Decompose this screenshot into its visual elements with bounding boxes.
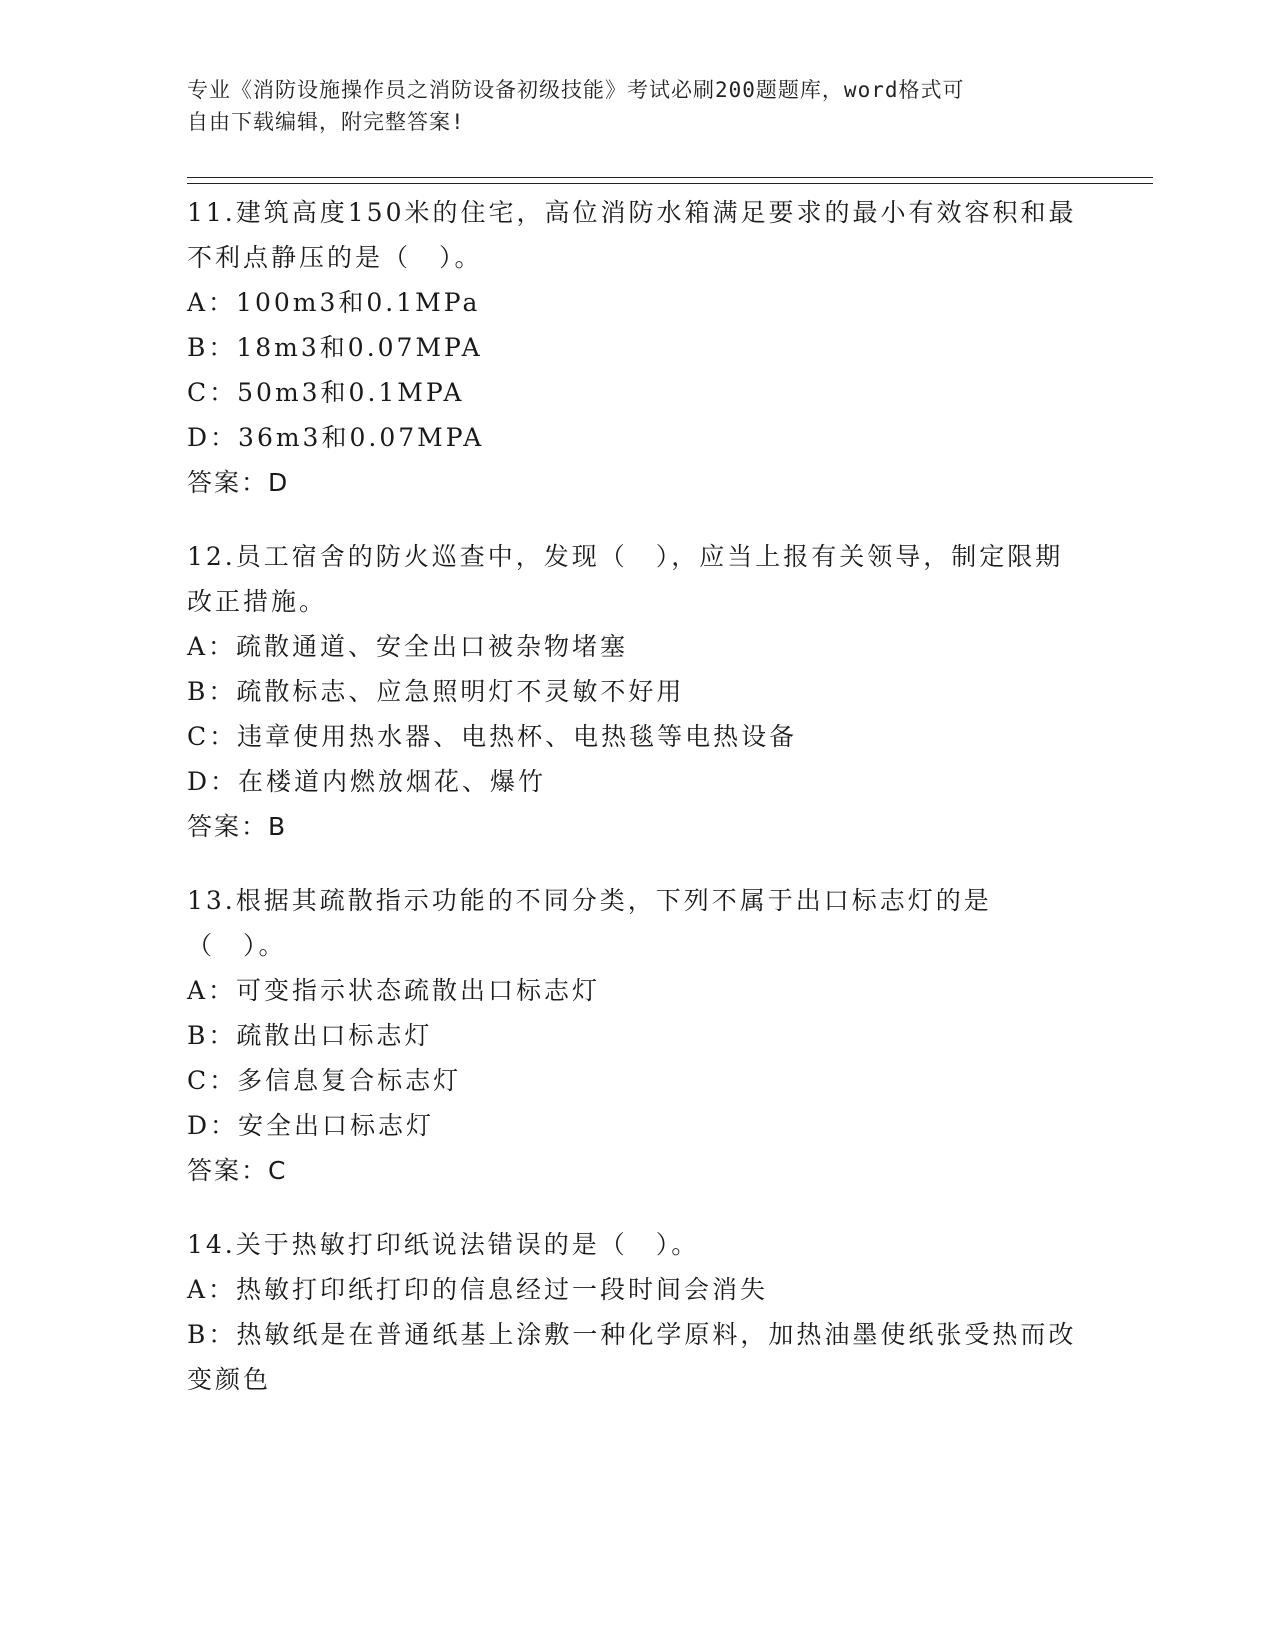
option-a: A：100m3和0.1MPa xyxy=(187,288,481,317)
option-c: C：50m3和0.1MPA xyxy=(187,378,465,407)
option-d: D：36m3和0.07MPA xyxy=(187,423,485,452)
option-b: B：热敏纸是在普通纸基上涂敷一种化学原料，加热油墨使纸张受热而改变颜色 xyxy=(187,1320,1077,1394)
option-b: B：18m3和0.07MPA xyxy=(187,333,483,362)
option-d: D：在楼道内燃放烟花、爆竹 xyxy=(187,767,547,796)
question-stem: 11.建筑高度150米的住宅，高位消防水箱满足要求的最小有效容积和最不利点静压的是（ ）。 xyxy=(187,198,1077,272)
option-a: A：可变指示状态疏散出口标志灯 xyxy=(187,976,601,1005)
option-b: B：疏散标志、应急照明灯不灵敏不好用 xyxy=(187,677,685,706)
question-14 xyxy=(187,1222,1087,1402)
question-stem: 12.员工宿舍的防火巡查中，发现（ ），应当上报有关领导，制定限期改正措施。 xyxy=(187,542,1064,616)
option-c: C：违章使用热水器、电热杯、电热毯等电热设备 xyxy=(187,722,798,751)
answer: 答案：C xyxy=(187,1156,288,1185)
answer: 答案：B xyxy=(187,812,288,841)
question-13 xyxy=(187,878,1087,1193)
question-stem: 13.根据其疏散指示功能的不同分类，下列不属于出口标志灯的是（ ）。 xyxy=(187,886,992,960)
option-a: A：热敏打印纸打印的信息经过一段时间会消失 xyxy=(187,1275,769,1304)
document-header xyxy=(187,74,1077,138)
header-line-1: 专业《消防设施操作员之消防设备初级技能》考试必刷200题题库，word格式可 xyxy=(187,78,965,102)
option-a: A：疏散通道、安全出口被杂物堵塞 xyxy=(187,632,629,661)
header-divider-top xyxy=(187,177,1153,178)
question-stem: 14.关于热敏打印纸说法错误的是（ ）。 xyxy=(187,1230,700,1259)
question-list xyxy=(187,190,1087,1431)
option-c: C：多信息复合标志灯 xyxy=(187,1066,462,1095)
header-divider-bottom xyxy=(187,183,1153,184)
question-12 xyxy=(187,534,1087,849)
option-d: D：安全出口标志灯 xyxy=(187,1111,435,1140)
header-line-2: 自由下载编辑，附完整答案! xyxy=(187,110,465,134)
option-b: B：疏散出口标志灯 xyxy=(187,1021,433,1050)
answer: 答案：D xyxy=(187,468,290,497)
question-11 xyxy=(187,190,1087,505)
